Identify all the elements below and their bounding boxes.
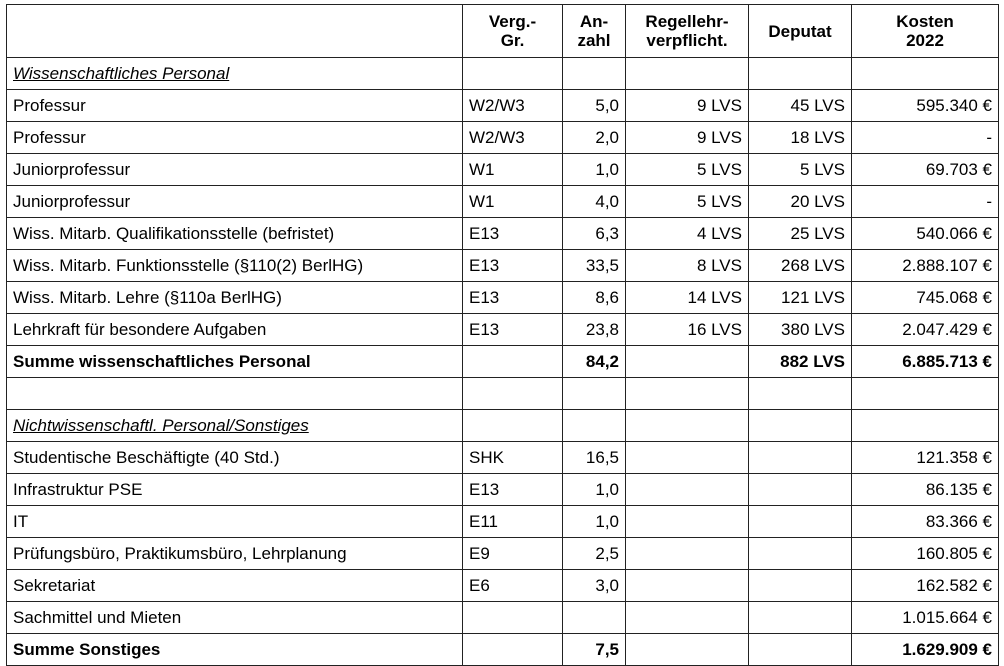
cell-anzahl: 33,5	[563, 250, 626, 282]
cell-regel: 4 LVS	[626, 218, 749, 250]
cell-regel: 16 LVS	[626, 314, 749, 346]
cell-anzahl: 8,6	[563, 282, 626, 314]
cell-kosten: 86.135 €	[852, 474, 999, 506]
cell-verg	[463, 602, 563, 634]
cell-anzahl: 1,0	[563, 474, 626, 506]
cell-verg: E13	[463, 250, 563, 282]
cell-kosten: 162.582 €	[852, 570, 999, 602]
table-row	[7, 538, 999, 570]
cell-name: Wiss. Mitarb. Qualifikationsstelle (befristet)	[7, 218, 463, 250]
cell-empty	[626, 506, 749, 538]
header-verg: Verg.- Gr.	[463, 5, 563, 58]
header-row	[7, 5, 999, 58]
cell-kosten: 83.366 €	[852, 506, 999, 538]
cell-regel: 9 LVS	[626, 90, 749, 122]
cell-deputat: 18 LVS	[749, 122, 852, 154]
sum-anzahl: 84,2	[563, 346, 626, 378]
cell-anzahl: 16,5	[563, 442, 626, 474]
cell-empty	[749, 442, 852, 474]
table-row	[7, 442, 999, 474]
cell-verg: E11	[463, 506, 563, 538]
table-row	[7, 570, 999, 602]
header-regel: Regellehr- verpflicht.	[626, 5, 749, 58]
sum-anzahl: 7,5	[563, 634, 626, 666]
cell-name: Juniorprofessur	[7, 186, 463, 218]
cell-kosten: -	[852, 186, 999, 218]
cell-verg: E13	[463, 314, 563, 346]
cell-kosten: 540.066 €	[852, 218, 999, 250]
table-row	[7, 506, 999, 538]
table-row	[7, 282, 999, 314]
cell-name: Prüfungsbüro, Praktikumsbüro, Lehrplanung	[7, 538, 463, 570]
spacer-row	[7, 378, 999, 410]
table-row	[7, 314, 999, 346]
cell-anzahl: 6,3	[563, 218, 626, 250]
section-title: Wissenschaftliches Personal	[7, 58, 463, 90]
cell-name: Studentische Beschäftigte (40 Std.)	[7, 442, 463, 474]
cell-regel: 14 LVS	[626, 282, 749, 314]
cell-name: IT	[7, 506, 463, 538]
cell-anzahl: 4,0	[563, 186, 626, 218]
sum-deputat: 882 LVS	[749, 346, 852, 378]
cell-name: Professur	[7, 90, 463, 122]
header-name	[7, 5, 463, 58]
table-row	[7, 154, 999, 186]
section-header-wiss	[7, 58, 999, 90]
cell-kosten: 595.340 €	[852, 90, 999, 122]
cell-empty	[749, 570, 852, 602]
sum-row-sonstiges	[7, 634, 999, 666]
wiss-rows	[7, 90, 999, 346]
header-kosten: Kosten 2022	[852, 5, 999, 58]
table-row	[7, 122, 999, 154]
cell-anzahl: 5,0	[563, 90, 626, 122]
cell-name: Sachmittel und Mieten	[7, 602, 463, 634]
cell-verg: E6	[463, 570, 563, 602]
cell-deputat: 268 LVS	[749, 250, 852, 282]
sum-label: Summe Sonstiges	[7, 634, 463, 666]
cell-deputat: 20 LVS	[749, 186, 852, 218]
cell-anzahl: 3,0	[563, 570, 626, 602]
cell-name: Wiss. Mitarb. Funktionsstelle (§110(2) BerlHG)	[7, 250, 463, 282]
table-row	[7, 90, 999, 122]
cell-anzahl	[563, 602, 626, 634]
cell-verg: W2/W3	[463, 90, 563, 122]
cell-anzahl: 1,0	[563, 154, 626, 186]
cell-verg: E13	[463, 474, 563, 506]
cell-kosten: 2.047.429 €	[852, 314, 999, 346]
cell-deputat: 45 LVS	[749, 90, 852, 122]
header-deputat: Deputat	[749, 5, 852, 58]
sum-kosten: 1.629.909 €	[852, 634, 999, 666]
cell-name: Infrastruktur PSE	[7, 474, 463, 506]
nichtwiss-rows	[7, 442, 999, 634]
cell-anzahl: 2,5	[563, 538, 626, 570]
cell-empty	[749, 538, 852, 570]
cell-anzahl: 2,0	[563, 122, 626, 154]
cell-empty	[626, 442, 749, 474]
sum-kosten: 6.885.713 €	[852, 346, 999, 378]
table-row	[7, 250, 999, 282]
cell-empty	[626, 602, 749, 634]
cell-verg: SHK	[463, 442, 563, 474]
cell-deputat: 380 LVS	[749, 314, 852, 346]
cell-verg: W1	[463, 186, 563, 218]
cell-empty	[626, 538, 749, 570]
cell-name: Sekretariat	[7, 570, 463, 602]
cell-verg: W1	[463, 154, 563, 186]
cell-regel: 8 LVS	[626, 250, 749, 282]
cell-kosten: 2.888.107 €	[852, 250, 999, 282]
cell-kosten: 1.015.664 €	[852, 602, 999, 634]
cell-name: Lehrkraft für besondere Aufgaben	[7, 314, 463, 346]
table-row	[7, 218, 999, 250]
sum-label: Summe wissenschaftliches Personal	[7, 346, 463, 378]
cell-anzahl: 23,8	[563, 314, 626, 346]
cell-empty	[626, 570, 749, 602]
cost-table	[6, 4, 999, 666]
cell-empty	[749, 602, 852, 634]
cell-regel: 9 LVS	[626, 122, 749, 154]
cell-deputat: 25 LVS	[749, 218, 852, 250]
table-row	[7, 602, 999, 634]
table-row	[7, 186, 999, 218]
cell-kosten: 745.068 €	[852, 282, 999, 314]
cell-verg: E13	[463, 282, 563, 314]
cell-verg: E9	[463, 538, 563, 570]
cell-kosten: 160.805 €	[852, 538, 999, 570]
cell-regel: 5 LVS	[626, 186, 749, 218]
sum-row-wiss	[7, 346, 999, 378]
cell-empty	[626, 474, 749, 506]
cell-regel: 5 LVS	[626, 154, 749, 186]
cell-verg: W2/W3	[463, 122, 563, 154]
table-row	[7, 474, 999, 506]
cell-empty	[749, 474, 852, 506]
header-anzahl: An- zahl	[563, 5, 626, 58]
cell-empty	[749, 506, 852, 538]
cell-name: Professur	[7, 122, 463, 154]
section-title: Nichtwissenschaftl. Personal/Sonstiges	[7, 410, 463, 442]
cell-name: Wiss. Mitarb. Lehre (§110a BerlHG)	[7, 282, 463, 314]
cell-verg: E13	[463, 218, 563, 250]
cell-name: Juniorprofessur	[7, 154, 463, 186]
cell-kosten: 69.703 €	[852, 154, 999, 186]
cell-deputat: 5 LVS	[749, 154, 852, 186]
cell-deputat: 121 LVS	[749, 282, 852, 314]
cell-kosten: 121.358 €	[852, 442, 999, 474]
cell-kosten: -	[852, 122, 999, 154]
section-header-nichtwiss	[7, 410, 999, 442]
cell-anzahl: 1,0	[563, 506, 626, 538]
